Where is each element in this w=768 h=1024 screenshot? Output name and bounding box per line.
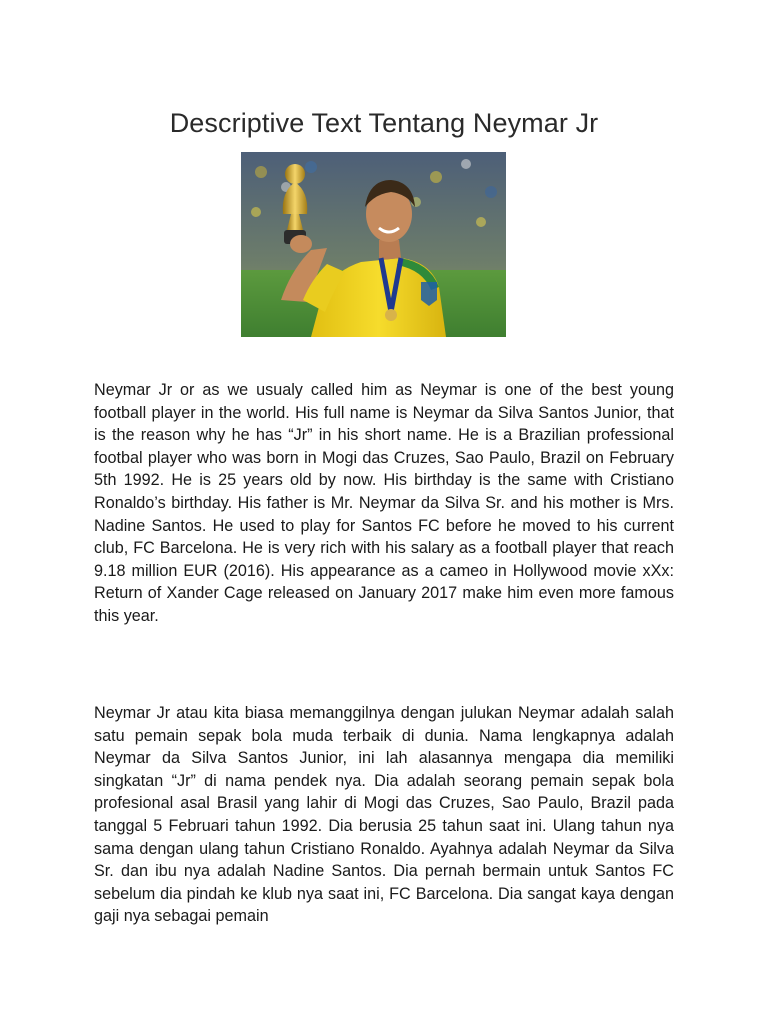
paragraph-indonesian: Neymar Jr atau kita biasa memanggilnya dengan julukan Neymar adalah salah satu pemain sepak bola muda terbaik di dunia. Nama lengkapnya adalah Neymar da Silva Santos Junior, ini lah alasannya mengapa dia memiliki singkatan “Jr” di nama pendek nya. Dia adalah seorang pemain sepak bola profesional asal Brasil yang lahir di Mogi das Cruzes, Sao Paulo, Brazil pada tanggal 5 Februari tahun 1992. Dia berusia 25 tahun saat ini. Ulang tahun nya sama dengan ulang tahun Cristiano Ronaldo. Ayahnya adalah Neymar da Silva Sr. dan ibu nya adalah Nadine Santos. Dia pernah bermain untuk Santos FC sebelum dia pindah ke klub nya saat ini, FC Barcelona. Dia sangat kaya dengan gaji nya sebagai pemain xyxy=(94,704,674,926)
player-photo xyxy=(241,152,506,337)
page-title: Descriptive Text Tentang Neymar Jr xyxy=(169,108,599,138)
paragraph-english: Neymar Jr or as we usualy called him as Neymar is one of the best young football player in the world. His full name is Neymar da Silva Santos Junior, that is the reason why he has “Jr” in his short name. He is a Brazilian professional footbal player who was born in Mogi das Cruzes, Sao Paulo, Brazil on February 5th 1992. He is 25 years old by now. His birthday is the same with Cristiano Ronaldo’s birthday. His father is Mr. Neymar da Silva Sr. and his mother is Mrs. Nadine Santos. He used to play for Santos FC before he moved to his current club, FC Barcelona. He is very rich with his salary as a football player that reach 9.18 million EUR (2016). His appearance as a cameo in Hollywood movie xXx: Return of Xander Cage released on January 2017 make him even more famous this year. xyxy=(94,381,674,625)
